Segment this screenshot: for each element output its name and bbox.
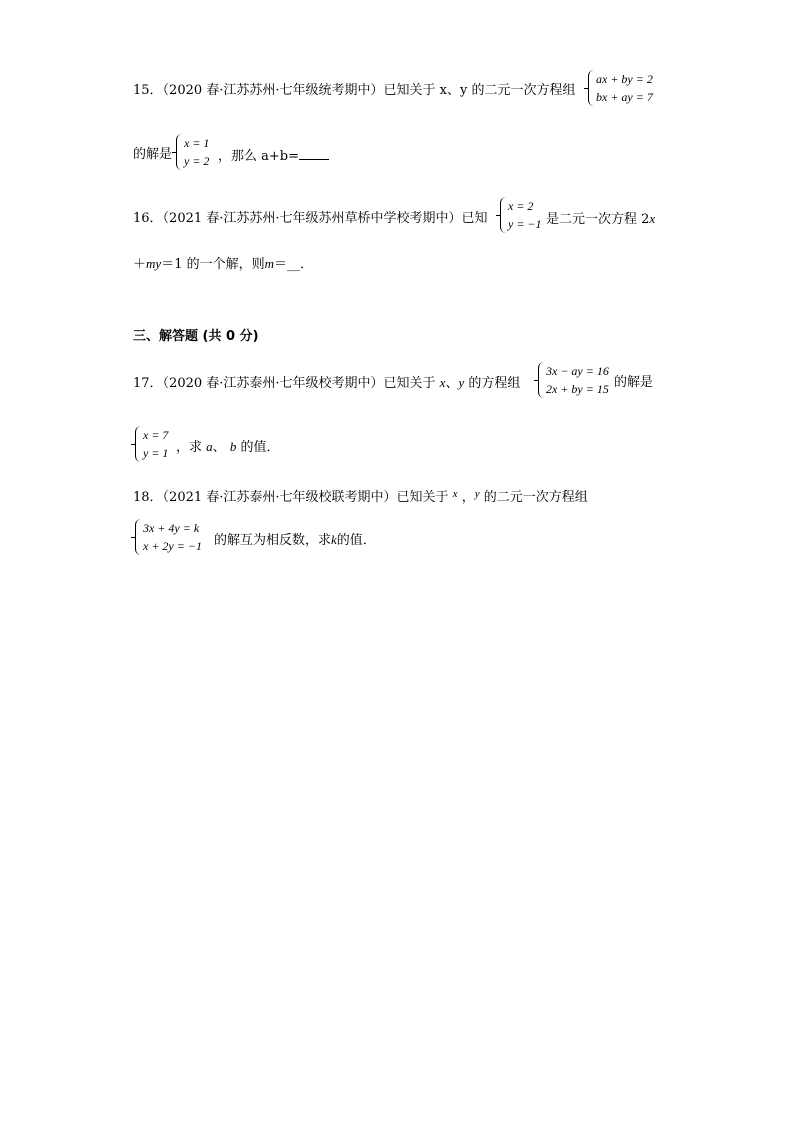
q15-eq1: ax + by = 2 [596,72,653,86]
q16-solution [500,197,546,233]
q15-sol-y: y = 2 [184,154,210,168]
q17-tail-b: 的值． [240,440,280,455]
q16-var-x: x [649,211,656,226]
q17-var-a: a [206,439,213,454]
brace-icon [538,362,545,398]
q15-line1 [133,82,575,100]
q18-tail-a: 的解互为相反数，求 [214,533,332,548]
q17-var-b: b [229,439,237,454]
q17-eq2: 2x + by = 15 [546,382,609,396]
q18-var-k: k [331,532,337,547]
q18-var-x: x [452,488,458,500]
brace-icon [135,519,142,555]
q18-lead: 18．（2021 春·江苏泰州·七年级校联考期中）已知关于 [133,490,449,505]
q18-var-y: y [474,488,480,500]
q15-solution [176,134,220,170]
q16-line2 [133,255,313,274]
q17-tail-a: ，求 [176,440,203,455]
q15-equation-system [588,70,668,106]
q18-tail-b: 的值． [336,533,376,548]
q17-mid: 的方程组 [468,376,521,391]
q16-end: ＝__． [273,257,313,272]
brace-icon [500,197,507,233]
q18-equation-system [135,519,215,555]
q18-line1 [133,485,588,507]
q17-line1 [133,374,520,393]
q16-lead: 16．（2021 春·江苏苏州·七年级苏州草桥中学校考期中）已知 [133,211,488,226]
q18-line2 [214,531,376,550]
brace-icon [588,70,595,106]
q17-sep: 、 [445,376,459,391]
q15-tail: ，那么 a+b= [218,149,299,164]
q15-prefix: 的解是 [133,147,173,162]
q18-comma: ， [461,490,475,505]
q17-sol-x: x = 7 [143,428,169,442]
q17-after: 的解是 [614,375,654,390]
q17-line2 [176,438,279,457]
q17-var-x: x [439,375,446,390]
q16-line1-tail [546,210,655,229]
brace-icon [176,134,183,170]
q16-line1 [133,210,488,228]
q15-lead: 15．（2020 春·江苏苏州·七年级统考期中）已知关于 x、y 的二元一次方程组 [133,83,576,98]
q16-mid: 是二元一次方程 2 [546,212,650,227]
q17-sol-y: y = 1 [143,446,169,460]
q17-var-y: y [458,375,465,390]
q16-sol-y: y = −1 [508,217,542,231]
q17-lead: 17．（2020 春·江苏泰州·七年级校考期中）已知关于 [133,376,436,391]
q16-var-my: my [146,256,162,271]
q18-eq2: x + 2y = −1 [143,539,202,553]
q15-sol-x: x = 1 [184,136,210,150]
q17-eq1: 3x − ay = 16 [546,364,609,378]
q17-sep2: 、 [212,440,226,455]
q17-solution [135,426,179,462]
brace-icon [135,426,142,462]
section-heading: 三、解答题 (共 0 分) [133,329,259,344]
q18-eq1: 3x + 4y = k [143,521,200,535]
q15-line2-tail [218,146,329,166]
q17-equation-system [538,362,618,398]
q16-rest: ＝1 的一个解，则 [161,257,265,272]
q16-var-m: m [264,256,274,271]
q16-plus: ＋ [133,257,147,272]
q18-mid: 的二元一次方程组 [483,490,588,505]
q16-sol-x: x = 2 [508,199,534,213]
q15-line2 [133,146,172,164]
q15-answer-blank [299,146,329,160]
q17-line1-tail [614,374,653,392]
q15-eq2: bx + ay = 7 [596,90,653,104]
